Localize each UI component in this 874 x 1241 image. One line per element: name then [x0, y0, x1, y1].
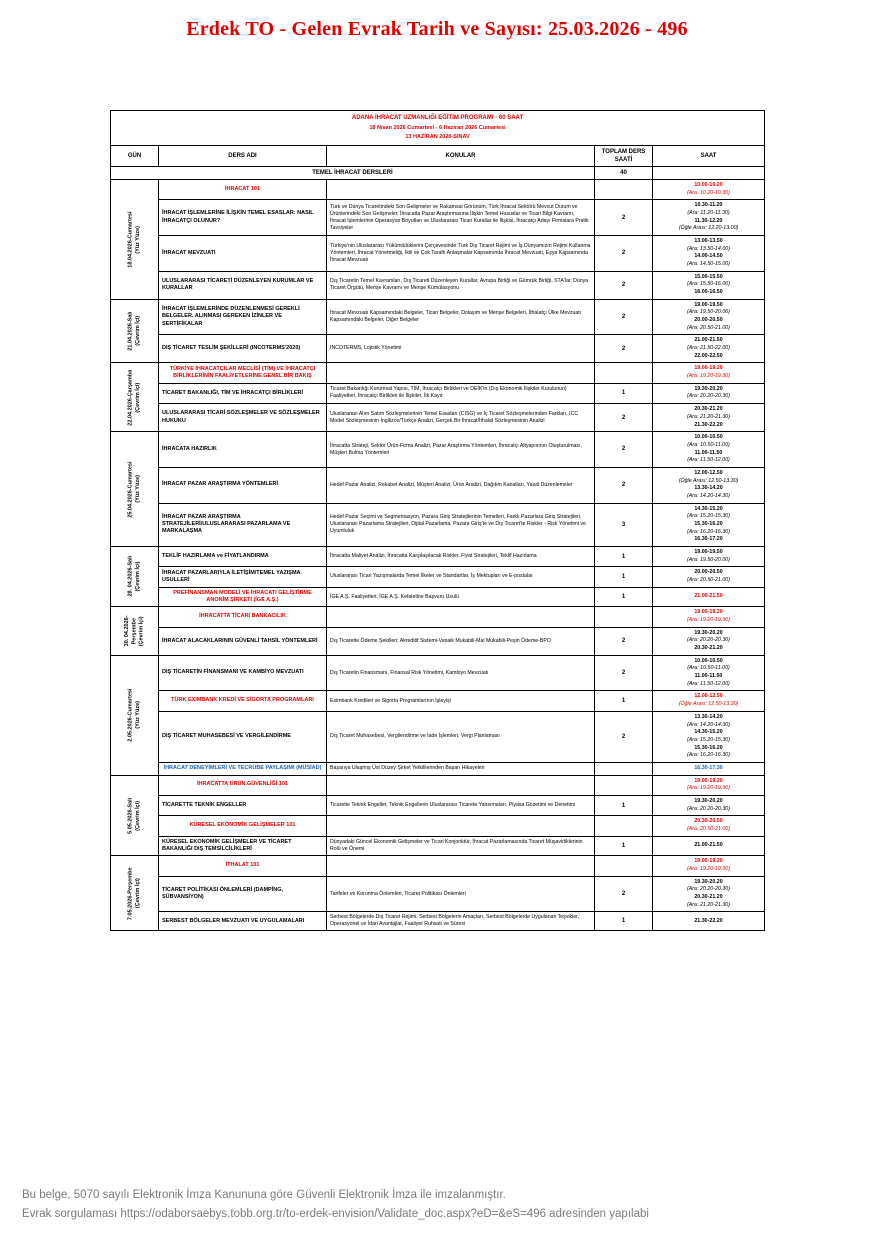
day-cell: 21.04.2026-Salı (Çevrim İçi)	[111, 299, 159, 363]
break-note: (Ara: 10.50-11.00)	[687, 665, 730, 672]
total-hours-cell: 2	[595, 467, 653, 503]
time-slot: 19.30-20.20	[694, 797, 723, 804]
table-row	[111, 775, 765, 795]
day-cell: 28. 04.2026-Salı (Çevrim İçi)	[111, 546, 159, 607]
time-slot: 19.00-19.20	[694, 365, 723, 372]
time-cell	[653, 467, 765, 503]
time-slot: 21.30-22.20	[694, 917, 723, 924]
time-cell	[653, 180, 765, 200]
total-hours-cell: 2	[595, 876, 653, 912]
time-cell	[653, 691, 765, 711]
time-slot: 19.00-19.20	[694, 858, 723, 865]
table-row	[111, 627, 765, 655]
break-note: (Ara: 19.20-19.30)	[687, 866, 730, 873]
break-note: (Ara: 15.20-15.30)	[687, 736, 730, 743]
time-cell	[653, 363, 765, 383]
time-cell	[653, 627, 765, 655]
topics-cell	[327, 607, 595, 627]
time-slot: 13.30-14.20	[694, 485, 723, 492]
lesson-name-cell: TİCARET BAKANLIĞI, TİM VE İHRACATÇI BİRLİKLERİ	[159, 383, 327, 403]
time-slot: 10.00-10.50	[694, 657, 723, 664]
time-slot: 21.00-21.50	[694, 593, 723, 600]
program-title-line3: 13 HAZİRAN 2026-SINAV	[405, 134, 470, 141]
lesson-name-cell: İHRACAT 101	[159, 180, 327, 200]
table-row	[111, 876, 765, 912]
topics-cell: Başarıya Ulaşmış Üst Düzey Şirket Yetkililerinden Başarı Hikayeleri	[327, 762, 595, 775]
column-header-total-hours: TOPLAM DERS SAATİ	[595, 145, 653, 166]
time-slot: 21.00-21.50	[694, 337, 723, 344]
time-slot: 15.30-16.20	[694, 520, 723, 527]
time-cell	[653, 404, 765, 432]
topics-cell	[327, 856, 595, 876]
total-hours-cell: 2	[595, 299, 653, 335]
time-slot: 19.30-20.20	[694, 629, 723, 636]
column-header-lesson: DERS ADI	[159, 145, 327, 166]
time-slot: 10.00-10.20	[694, 182, 723, 189]
lesson-name-cell: İHRACAT MEVZUATI	[159, 236, 327, 272]
time-cell	[653, 432, 765, 468]
table-row	[111, 691, 765, 711]
total-hours-cell: 3	[595, 503, 653, 546]
table-row	[111, 816, 765, 836]
total-hours-cell	[595, 180, 653, 200]
break-note: (Ara: 14.20-14.30)	[687, 492, 730, 499]
column-header-topics: KONULAR	[327, 145, 595, 166]
topics-cell: İhracat Mevzuatı Kapsamındaki Belgeler, Ticari Belgeler, Dolaşım ve Menşe Belgeleri, İthalatçı Ülke Mevzuatı Kapsamındaki Belgeler, Diğer Belgeler	[327, 299, 595, 335]
topics-cell: Dış Ticarette Ödeme Şekilleri; Akreditif Sistemi-Vesaik Mukabili-Mal Mukabili-Peşin Ödeme-BPO	[327, 627, 595, 655]
time-slot: 16.30-17.20	[694, 536, 723, 543]
time-cell	[653, 762, 765, 775]
day-cell: 18.04.2026-Cumartesi (Yüz Yüze)	[111, 180, 159, 300]
break-note: (Ara: 11.50-12.00)	[687, 680, 730, 687]
time-cell	[653, 876, 765, 912]
break-note: (Ara: 20.50-21.00)	[687, 576, 730, 583]
program-title-line1: ADANA İHRACAT UZMANLIĞI EĞİTİM PROGRAMI - 60 SAAT	[351, 115, 524, 121]
time-slot: 14.30-15.20	[694, 505, 723, 512]
table-row	[111, 200, 765, 236]
time-slot: 19.00-19.50	[694, 548, 723, 555]
time-slot: 19.00-19.20	[694, 777, 723, 784]
incoming-document-stamp: Erdek TO - Gelen Evrak Tarih ve Sayısı: 25.03.2026 - 496	[186, 18, 688, 40]
total-hours-cell	[595, 856, 653, 876]
time-slot: 12.00-12.50	[694, 469, 723, 476]
table-row	[111, 912, 765, 931]
topics-cell: Dış Ticaretin Temel Kavramları, Dış Ticareti Düzenleyen Kurallar, Avrupa Birliği ve Gümrük Birliği, STA'lar, Dünya Ticaret Örgütü, Menşe Kavramı ve Menşe Kümülasyonu	[327, 271, 595, 299]
break-note: (Ara: 19.20-19.30)	[687, 785, 730, 792]
topics-cell: Hedef Pazar Analizi, Rekabet Analizi, Müşteri Analizi, Ürün Analizi, Dağıtım Kanalları, Yasal Düzenlemeler	[327, 467, 595, 503]
lesson-name-cell: TÜRKİYE İHRACATÇILAR MECLİSİ (TİM) VE İHRACATÇI BİRLİKLERİNİN FAALİYETLERİNE GENEL BİR BAKIŞ	[159, 363, 327, 383]
time-slot: 22.00-22.50	[694, 352, 723, 359]
time-slot: 20.30-21.20	[694, 894, 723, 901]
break-note: (Ara: 11.20-11.30)	[687, 210, 730, 217]
lesson-name-cell: TİCARET POLİTİKASI ÖNLEMLERİ (DAMPİNG, SÜBVANSİYON)	[159, 876, 327, 912]
topics-cell: Dünyadaki Güncel Ekonomik Gelişmeler ve Ticari Konjonktür, İhracat Pazarlamasında Ticaret Müşavirliklerinin Rolü ve Önemi	[327, 836, 595, 856]
table-row	[111, 655, 765, 691]
total-hours-cell: 1	[595, 795, 653, 815]
total-hours-cell	[595, 607, 653, 627]
lesson-name-cell: ULUSLARARASI TİCARETİ DÜZENLEYEN KURUMLAR VE KURALLAR	[159, 271, 327, 299]
section-band-label: TEMEL İHRACAT DERSLERİ	[111, 166, 595, 179]
day-cell: 7.05.2026-Perşembe (Çevrim İçi)	[111, 856, 159, 931]
break-note: (Ara: 19.20-19.30)	[687, 617, 730, 624]
time-slot: 13.30-14.20	[694, 713, 723, 720]
table-row	[111, 299, 765, 335]
lesson-name-cell: SERBEST BÖLGELER MEVZUATI VE UYGULAMALARI	[159, 912, 327, 931]
time-cell	[653, 912, 765, 931]
table-row	[111, 836, 765, 856]
day-cell: 5.05.2026-Salı (Çevrim İçi)	[111, 775, 159, 856]
topics-cell: Hedef Pazar Seçimi ve Segmentasyon, Pazara Giriş Stratejilerinin Temelleri, Farklı Pazarlara Giriş Stratejileri, Uluslararası Pazarlama Stratejileri, Dijital Pazarlama, Pazara Giriş'te ve Dış Ticaret'te Riskler - Risk Yönetimi ve Uyumluluk	[327, 503, 595, 546]
table-row	[111, 762, 765, 775]
topics-cell: Serbest Bölgelerde Dış Ticaret Rejimi, Serbest Bölgelerin Amaçları, Serbest Bölgelerde Uygulanan Teşvikler, Operasyonel ve İdari Avantajlar, Faaliyet Ruhsatı ve Süresi	[327, 912, 595, 931]
lesson-name-cell: KÜRESEL EKONOMİK GELİŞMELER 101	[159, 816, 327, 836]
table-row	[111, 404, 765, 432]
topics-cell: İhracatta Maliyet Analizi, İhracatta Karşılaşılacak Riskler, Fiyat Stratejileri, Teklif Hazırlama	[327, 546, 595, 566]
table-row	[111, 467, 765, 503]
document-footer	[22, 1186, 852, 1225]
time-slot: 16.30-17.30	[694, 764, 723, 771]
lesson-name-cell: İHRACAT DENEYİMLERİ VE TECRÜBE PAYLAŞIMI (MÜSİAD)	[159, 762, 327, 775]
total-hours-cell: 2	[595, 236, 653, 272]
lesson-name-cell: İTHALAT 101	[159, 856, 327, 876]
lesson-name-cell: PREFİNANSMAN MODELİ VE İHRACATI GELİŞTİRME ANONİM ŞİRKETİ (İGE A.Ş.)	[159, 587, 327, 607]
break-note: (Ara: 15.20-15.30)	[687, 513, 730, 520]
topics-cell	[327, 816, 595, 836]
break-note: (Ara: 19.50-20.00)	[687, 556, 730, 563]
table-row	[111, 180, 765, 200]
time-slot: 20.00-20.50	[694, 569, 723, 576]
time-slot: 11.00-11.50	[694, 673, 723, 680]
time-cell	[653, 711, 765, 762]
break-note: (Ara: 19.50-20.00)	[687, 309, 730, 316]
time-slot: 14.30-15.20	[694, 729, 723, 736]
time-cell	[653, 567, 765, 587]
topics-cell: Tarifeler ve Korunma Önlemleri, Ticaret Politikası Önlemleri	[327, 876, 595, 912]
break-note: (Ara: 19.20-19.30)	[687, 373, 730, 380]
table-row	[111, 567, 765, 587]
break-note: (Ara: 20.50-21.00)	[687, 324, 730, 331]
time-slot: 13.00-13.50	[694, 238, 723, 245]
time-cell	[653, 335, 765, 363]
program-title-line2: 18 Nisan 2026 Cumartesi - 6 Haziran 2026 Cumartesi	[369, 124, 506, 131]
time-slot: 15.00-15.50	[694, 273, 723, 280]
table-row	[111, 432, 765, 468]
column-header-day: GÜN	[111, 145, 159, 166]
topics-cell: Dış Ticaretin Finansmanı, Finansal Risk Yönetimi, Kambiyo Mevzuatı	[327, 655, 595, 691]
total-hours-cell: 1	[595, 836, 653, 856]
time-cell	[653, 383, 765, 403]
time-slot: 20.00-20.50	[694, 317, 723, 324]
break-note: (Ara: 10.50-11.00)	[687, 441, 730, 448]
total-hours-cell: 2	[595, 432, 653, 468]
lesson-name-cell: İHRACAT ALACAKLARININ GÜVENLİ TAHSİL YÖNTEMLERİ	[159, 627, 327, 655]
total-hours-cell: 2	[595, 627, 653, 655]
lesson-name-cell: İHRACATTA TİCARİ BANKACILIK	[159, 607, 327, 627]
table-row	[111, 607, 765, 627]
topics-cell	[327, 775, 595, 795]
lesson-name-cell: İHRACAT İŞLEMLERİNDE DÜZENLENMESİ GEREKLİ BELGELER, ALINMASI GEREKEN İZİNLER VE SERTİFİKALAR	[159, 299, 327, 335]
total-hours-cell: 1	[595, 691, 653, 711]
total-hours-cell	[595, 775, 653, 795]
total-hours-cell	[595, 816, 653, 836]
footer-line-1: Bu belge, 5070 sayılı Elektronik İmza Kanununa göre Güvenli Elektronik İmza ile imzalanmıştır.	[22, 1188, 506, 1201]
time-cell	[653, 607, 765, 627]
topics-cell: Türkiye'nin Uluslararası Yükümlülüklerini Çerçevesinde Türk Dış Ticaret Rejimi ve İş Dünyamızın Rejimi Kullanma Yöntemleri, İhracat Yönetmeliği, İkili ve Çok Taraflı Anlaşmalar Kapsamında İhracat Mevzuatı, Eşya Kapsamında İhracat Mevzuatı	[327, 236, 595, 272]
program-sheet	[110, 110, 764, 931]
topics-cell: Türk ve Dünya Ticaretindeki Son Gelişmeler ve Rakamsal Görünüm, Türk İhracat Sektörü Mevcut Durum ve Ürünlerindeki Son Gelişmeler, İhracatta Pazar Araştırmasına İlişkin Temel Hususlar ve Ticari Bilgi Kavramı, İhracat İşlemlerinin Operasyon Boyutları ve Uluslararası Ticari Kurallar ile İlişkisi, İhracatçı Adayı Firmalara Pratik Tavsiyeler	[327, 200, 595, 236]
time-slot: 21.00-21.50	[694, 842, 723, 849]
topics-cell: İGE A.Ş. Faaliyetleri, İGE A.Ş. Kefaletine Başvuru Usulü	[327, 587, 595, 607]
time-cell	[653, 271, 765, 299]
program-title	[111, 111, 765, 146]
time-cell	[653, 856, 765, 876]
lesson-name-cell: İHRACAT PAZARLARIYLA İLETİŞİM/TEMEL YAZIŞMA USULLERİ	[159, 567, 327, 587]
column-header-time: SAAT	[653, 145, 765, 166]
topics-cell	[327, 180, 595, 200]
day-cell: 2.05.2026-Cumartesi (Yüz Yüze)	[111, 655, 159, 775]
time-cell	[653, 836, 765, 856]
day-cell: 25.04.2026-Cumartesi (Yüz Yüze)	[111, 432, 159, 547]
time-slot: 10.00-10.50	[694, 434, 723, 441]
lesson-name-cell: TÜRK EXIMBANK KREDİ VE SİGORTA PROGRAMLARI	[159, 691, 327, 711]
time-slot: 20.30-20.50	[694, 818, 723, 825]
lesson-name-cell: İHRACAT PAZAR ARAŞTIRMA STRATEJİLERİ/ULUSLARARASI PAZARLAMA VE MARKALAŞMA	[159, 503, 327, 546]
time-cell	[653, 816, 765, 836]
time-slot: 20.30-21.20	[694, 406, 723, 413]
total-hours-cell: 1	[595, 546, 653, 566]
training-program-table	[110, 110, 765, 931]
lesson-name-cell: DIŞ TİCARET MUHASEBESİ VE VERGİLENDİRME	[159, 711, 327, 762]
break-note: (Ara: 13.50-14.00)	[687, 245, 730, 252]
time-slot: 11.00-11.50	[694, 449, 723, 456]
topics-cell: Uluslararası Ticari Yazışmalarda Temel İlkeler ve Standartlar, İş Mektupları ve E-postalar	[327, 567, 595, 587]
table-row	[111, 271, 765, 299]
time-slot: 19.30-20.20	[694, 878, 723, 885]
break-note: (Ara: 15.50-16.00)	[687, 281, 730, 288]
total-hours-cell: 2	[595, 655, 653, 691]
table-row	[111, 383, 765, 403]
break-note: (Ara: 10.20-10.30)	[687, 189, 730, 196]
total-hours-cell	[595, 762, 653, 775]
break-note: (Ara: 20.20-20.30)	[687, 637, 730, 644]
lesson-name-cell: TİCARETTE TEKNİK ENGELLER	[159, 795, 327, 815]
section-band-total: 40	[595, 166, 653, 179]
table-row	[111, 503, 765, 546]
time-cell	[653, 587, 765, 607]
topics-cell: İhracatta Strateji, Sektör Ürün-Firma Analizi, Pazar Araştırma Yöntemleri, İhracatçı Altyapısının Oluşturulması, Müşteri Bulma Yöntemleri	[327, 432, 595, 468]
break-note: (Ara: 20.50-21.00)	[687, 825, 730, 832]
break-note: (Ara: 20.20-20.30)	[687, 393, 730, 400]
time-slot: 19.00-19.50	[694, 301, 723, 308]
lesson-name-cell: İHRACAT İŞLEMLERİNE İLİŞKİN TEMEL ESASLAR: NASIL İHRACATÇI OLUNUR?	[159, 200, 327, 236]
topics-cell: Dış Ticaret Muhasebesi, Vergilendirme ve İade İşlemleri, Vergi Planlaması	[327, 711, 595, 762]
time-cell	[653, 546, 765, 566]
time-slot: 16.00-16.50	[694, 289, 723, 296]
time-cell	[653, 503, 765, 546]
time-slot: 12.00-12.50	[694, 693, 723, 700]
time-cell	[653, 236, 765, 272]
lesson-name-cell: DIŞ TİCARETİN FİNANSMANI VE KAMBİYO MEVZUATI	[159, 655, 327, 691]
table-row	[111, 711, 765, 762]
table-row	[111, 363, 765, 383]
section-band-time	[653, 166, 765, 179]
table-header-row	[111, 145, 765, 166]
lesson-name-cell: ULUSLARARASI TİCARİ SÖZLEŞMELER VE SÖZLEŞMELER HUKUKU	[159, 404, 327, 432]
topics-cell: Ticaret Bakanlığı Kurumsal Yapısı, TİM, İhracatçı Birlikleri ve DEİK'in (Dış Ekonomik İlişkiler Kurulunun) Faaliyetleri, İhracatçı Birlikleri ile İlişkiler, İlk Kayıt	[327, 383, 595, 403]
time-cell	[653, 200, 765, 236]
break-note: (Ara: 11.50-12.00)	[687, 457, 730, 464]
lesson-name-cell: İHRACATTA ÜRÜN GÜVENLİĞİ 101	[159, 775, 327, 795]
total-hours-cell: 2	[595, 404, 653, 432]
total-hours-cell: 1	[595, 912, 653, 931]
time-slot: 19.30-20.20	[694, 385, 723, 392]
break-note: (Öğle Arası: 12.20-13.00)	[678, 225, 739, 232]
break-note: (Ara: 21.20-21.30)	[687, 901, 730, 908]
break-note: (Ara: 21.20-21.30)	[687, 413, 730, 420]
table-row	[111, 546, 765, 566]
break-note: (Ara: 21.50-22.00)	[687, 345, 730, 352]
table-row	[111, 335, 765, 363]
time-slot: 21.30-22.20	[694, 421, 723, 428]
break-note: (Öğle Arası: 12.50-13.30)	[678, 701, 739, 708]
section-band-row	[111, 166, 765, 179]
day-cell: 22.04.2026-Çarşamba (Çevrim İçi)	[111, 363, 159, 432]
total-hours-cell: 1	[595, 567, 653, 587]
total-hours-cell: 2	[595, 271, 653, 299]
total-hours-cell: 2	[595, 711, 653, 762]
break-note: (Ara: 20.20-20.30)	[687, 886, 730, 893]
time-slot: 10.30-11.20	[694, 202, 723, 209]
lesson-name-cell: İHRACATA HAZIRLIK	[159, 432, 327, 468]
topics-cell: Eximbank Kredileri ve Sigorta Programlarının İşleyişi	[327, 691, 595, 711]
topics-cell: Uluslararası Alım Satım Sözleşmelerinin Temel Esasları (CISG) ve İç Ticaret Sözleşmelerinden Farkları, ICC Model Sözleşmesinin İngilizce/Türkçe Analizi, Gerçek Bir İhracat/İthalat Sözleşmesinin Analizi	[327, 404, 595, 432]
table-row	[111, 587, 765, 607]
break-note: (Ara: 14.20-14.30)	[687, 721, 730, 728]
topics-cell: Ticarette Teknik Engeller, Teknik Engellerin Uluslararası Ticarete Yansımaları, Piyasa Gözetimi ve Denetimi	[327, 795, 595, 815]
break-note: (Ara: 14.50-15.00)	[687, 261, 730, 268]
table-row	[111, 795, 765, 815]
day-cell: 30. 04.2026- Perşembe (Çevrim İçi)	[111, 607, 159, 655]
break-note: (Ara: 16.20-16.30)	[687, 752, 730, 759]
time-cell	[653, 795, 765, 815]
time-slot: 15.30-16.20	[694, 744, 723, 751]
total-hours-cell	[595, 363, 653, 383]
footer-line-2: Evrak sorgulaması https://odaborsaebys.tobb.org.tr/to-erdek-envision/Validate_doc.aspx?eD=&eS=496 adresinden yapılabi	[22, 1208, 649, 1221]
break-note: (Öğle Arası: 12.50-13.30)	[678, 477, 739, 484]
break-note: (Ara: 16.20-16.30)	[687, 528, 730, 535]
lesson-name-cell: KÜRESEL EKONOMİK GELİŞMELER VE TİCARET BAKANLIĞI DIŞ TEMSİLCİLİKLERİ	[159, 836, 327, 856]
time-slot: 14.00-14.50	[694, 253, 723, 260]
time-slot: 20.30-21.20	[694, 645, 723, 652]
time-slot: 19.00-19.20	[694, 609, 723, 616]
lesson-name-cell: DIŞ TİCARET TESLİM ŞEKİLLERİ (INCOTERMS'2020)	[159, 335, 327, 363]
lesson-name-cell: TEKLİF HAZIRLAMA ve FİYATLANDIRMA	[159, 546, 327, 566]
time-slot: 11.30-12.20	[694, 217, 723, 224]
time-cell	[653, 775, 765, 795]
topics-cell	[327, 363, 595, 383]
total-hours-cell: 1	[595, 383, 653, 403]
break-note: (Ara: 20.20-20.30)	[687, 805, 730, 812]
lesson-name-cell: İHRACAT PAZAR ARAŞTIRMA YÖNTEMLERİ	[159, 467, 327, 503]
time-cell	[653, 299, 765, 335]
total-hours-cell: 2	[595, 335, 653, 363]
table-row	[111, 856, 765, 876]
total-hours-cell: 1	[595, 587, 653, 607]
time-cell	[653, 655, 765, 691]
topics-cell: INCOTERMS, Lojistik Yönetimi	[327, 335, 595, 363]
total-hours-cell: 2	[595, 200, 653, 236]
table-row	[111, 236, 765, 272]
